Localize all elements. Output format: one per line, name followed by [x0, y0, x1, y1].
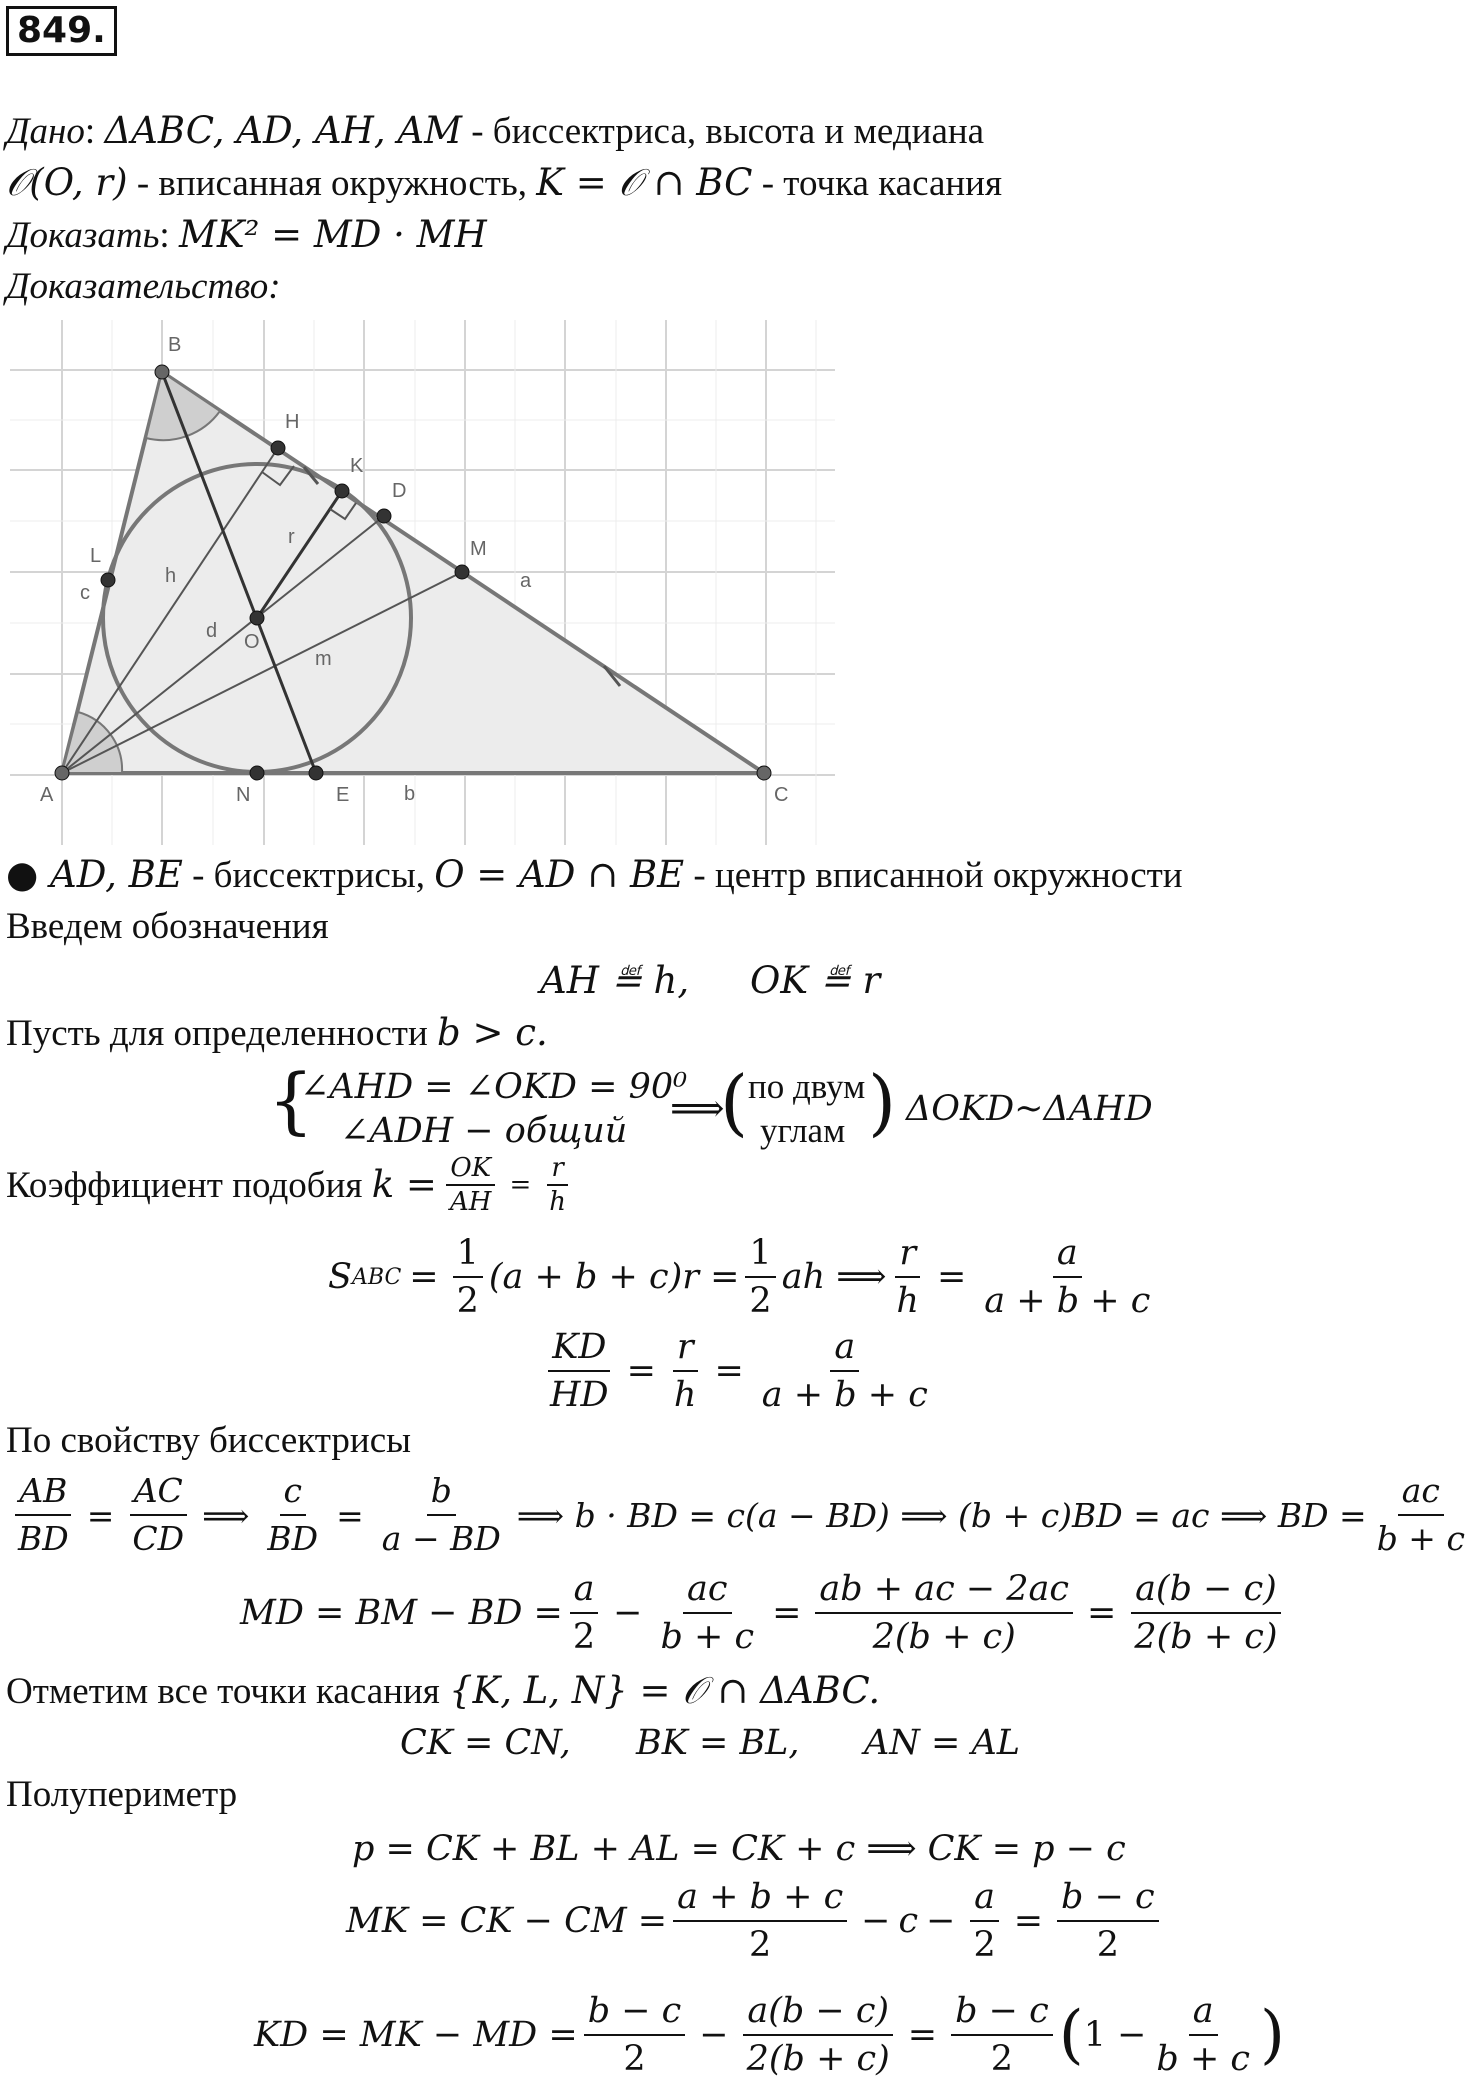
notation-line: Введем обозначения [6, 906, 329, 947]
point-e [309, 766, 323, 780]
coef-text: Коэффициент подобия [6, 1165, 372, 1206]
tangent-eq-2: BK = BL, [636, 1723, 800, 1763]
kd2-frac-1 [584, 1990, 686, 2080]
bp-frac-5-num: ac [1398, 1470, 1444, 1516]
coef-frac-2 [545, 1154, 570, 1216]
area-frac-r [892, 1232, 923, 1322]
system-reason-1: по двум [748, 1067, 866, 1106]
bisectors-line [6, 852, 1183, 899]
area-half-2 [745, 1232, 775, 1322]
p-equation: p = CK + BL + AL = CK + c ⟹ CK = p − c [352, 1829, 1126, 1869]
label-l: L [90, 545, 102, 567]
coef-frac-1 [446, 1154, 495, 1216]
system-line-2: ∠ADH − общий [340, 1111, 628, 1151]
point-o [250, 611, 264, 625]
kd2-lhs: KD = MK − MD = [254, 2015, 578, 2055]
bisector-property-line: По свойству биссектрисы [6, 1420, 411, 1461]
mk-frac-1 [673, 1876, 847, 1966]
bp-frac-1-den: BD [18, 1519, 69, 1558]
bp-frac-5-den: b + c [1376, 1519, 1465, 1558]
label-a: A [40, 784, 54, 806]
label-seg-a: a [520, 570, 532, 592]
label-seg-c: c [80, 582, 90, 604]
system-line-1: ∠AHD = ∠OKD = 90⁰ [300, 1067, 688, 1107]
md-frac-4 [1130, 1568, 1281, 1658]
bp-frac-1 [14, 1470, 73, 1560]
prove-math: MK² = MD · MH [178, 213, 487, 256]
label-h: H [285, 411, 300, 433]
point-m [455, 565, 469, 579]
mk-frac-1-num: a + b + c [673, 1876, 847, 1922]
mk-frac-2-num: a [970, 1876, 999, 1922]
coef-fractions: $\frac{OK}{AH}$ = $\frac{r}{h}$ [440, 1154, 576, 1216]
mk-frac-3 [1057, 1876, 1159, 1966]
kd2-frac-3 [951, 1990, 1053, 2080]
area-half-2-num: 1 [745, 1232, 775, 1278]
bisectors-math-2: O = AD ∩ BE [434, 853, 685, 896]
area-mid-2: ah ⟹ [781, 1257, 887, 1297]
area-frac-a [980, 1232, 1154, 1322]
kd-final-equation: KD = MK − MD = $\frac{b - c}{2}$ − $\frac{a(b - c)}{2(b + c)}$ = $\frac{b - c}{2}$ ( 1 − $\frac{a}{b + c}$ ) [254, 1991, 1285, 2079]
area-mid-1: (a + b + c)r = [488, 1257, 740, 1297]
implies-arrow: ⟹ [670, 1088, 725, 1130]
area-half-1 [453, 1232, 483, 1322]
bp-frac-4-den: a − BD [381, 1519, 501, 1558]
mk-lhs: MK = CK − CM = [346, 1901, 668, 1941]
given-line-2 [6, 160, 1002, 207]
kd2-frac-1-den: 2 [623, 2039, 646, 2079]
kd-a-num: a [830, 1326, 859, 1372]
assume-math: b > c. [437, 1011, 548, 1054]
given-line-1: Дано: ΔABC, AD, AH, AM - биссектриса, высота и медиана [6, 109, 985, 152]
bp-frac-4-num: b [427, 1470, 456, 1516]
md-frac-1-den: 2 [572, 1617, 596, 1657]
md-frac-1 [569, 1568, 599, 1658]
kd-r-frac [670, 1326, 701, 1416]
label-b: B [168, 334, 182, 356]
coef-frac-2-den: h [549, 1187, 566, 1217]
bp-middle: ⟹ b · BD = c(a − BD) ⟹ (b + c)BD = ac ⟹ BD = [516, 1495, 1367, 1535]
point-b [155, 365, 169, 379]
kd-r-den: h [673, 1375, 697, 1415]
kd-hd-den: HD [550, 1375, 609, 1415]
mk-frac-2 [969, 1876, 999, 1966]
mk-frac-1-den: 2 [749, 1925, 772, 1965]
kd-r-num: r [673, 1326, 698, 1372]
bp-frac-3 [263, 1470, 322, 1560]
coef-frac-1-num: OK [446, 1154, 495, 1186]
md-frac-3-den: 2(b + c) [872, 1617, 1016, 1657]
assume-text: Пусть для определенности [6, 1013, 438, 1054]
bp-frac-1-num: AB [15, 1470, 71, 1516]
point-l [101, 573, 115, 587]
label-seg-r: r [288, 526, 295, 548]
given-label: Дано [6, 111, 85, 152]
md-lhs: MD = BM − BD = [240, 1593, 563, 1633]
proof-label-text: Доказательство [6, 266, 269, 307]
md-equation: MD = BM − BD = $\frac{a}{2}$ − $\frac{ac}{b + c}$ = $\frac{ab + ac - 2ac}{2(b + c)}$ = $\frac{a(b - c)}{2(b + c)}$ [240, 1568, 1288, 1658]
kd2-frac-1-num: b − c [584, 1990, 686, 2036]
kd2-frac-2-den: 2(b + c) [746, 2039, 890, 2079]
point-n [250, 766, 264, 780]
label-seg-h: h [165, 565, 177, 587]
bp-frac-4 [378, 1470, 505, 1560]
given-text-2a: - вписанная окружность, [127, 163, 537, 204]
area-frac-a-den: a + b + c [984, 1281, 1151, 1321]
tangent-text: Отметим все точки касания [6, 1671, 450, 1712]
point-c [757, 766, 771, 780]
label-c: C [774, 784, 789, 806]
area-half-1-num: 1 [453, 1232, 483, 1278]
md-frac-4-num: a(b − c) [1131, 1568, 1281, 1614]
label-k: K [350, 455, 364, 477]
mk-equation: MK = CK − CM = $\frac{a + b + c}{2}$ − c − $\frac{a}{2}$ = $\frac{b - c}{2}$ [346, 1876, 1165, 1966]
point-k [335, 484, 349, 498]
problem-number: 849. [6, 6, 117, 56]
bp-frac-2-num: AC [130, 1470, 187, 1516]
bp-frac-3-num: c [280, 1470, 306, 1516]
given-math-2a: 𝒪(O, r) [6, 161, 128, 204]
label-o: O [244, 631, 260, 653]
prove-line: Доказать: MK² = MD · MH [6, 213, 487, 256]
tangent-eq-3: AN = AL [864, 1723, 1020, 1763]
kd2-frac-2-num: a(b − c) [743, 1990, 893, 2036]
coef-frac-2-num: r [547, 1154, 567, 1186]
kd2-frac-3-num: b − c [951, 1990, 1053, 2036]
kd2-frac-4-num: a [1189, 1990, 1218, 2036]
geometry-figure [0, 310, 850, 850]
kd2-one: 1 − [1083, 2015, 1147, 2055]
mk-frac-2-den: 2 [973, 1925, 996, 1965]
md-frac-3-num: ab + ac − 2ac [815, 1568, 1073, 1614]
kd-hd-frac [546, 1326, 613, 1416]
kd-hd-num: KD [548, 1326, 610, 1372]
proof-label: Доказательство: [6, 266, 281, 307]
area-sub: ABC [351, 1264, 402, 1290]
semiperimeter-line: Полупериметр [6, 1774, 238, 1815]
md-frac-3 [815, 1568, 1073, 1658]
coef-line [6, 1162, 437, 1209]
given-text-2b: - точка касания [752, 163, 1002, 204]
bisectors-text-2: - центр вписанной окружности [684, 855, 1183, 896]
area-s: S [328, 1257, 352, 1297]
label-seg-d: d [206, 620, 218, 642]
kd2-frac-4 [1152, 1990, 1254, 2080]
area-half-1-den: 2 [456, 1281, 479, 1321]
assume-line [6, 1010, 548, 1057]
label-seg-b: b [404, 783, 416, 805]
notation-eq-1: AH ≝ h, [540, 959, 690, 1002]
system-reason-2: углам [760, 1111, 846, 1150]
bisector-property-equation: $\frac{AB}{BD}$ = $\frac{AC}{CD}$ ⟹ $\frac{c}{BD}$ = $\frac{b}{a - BD}$ ⟹ b · BD = c(a − BD) ⟹ (b + c)BD = ac ⟹ BD = $\frac{ac}{b + c}$ [8, 1470, 1475, 1560]
kd-a-frac [758, 1326, 932, 1416]
label-m: M [470, 538, 487, 560]
given-text-1: - биссектриса, высота и медиана [461, 111, 985, 152]
mk-c: c [898, 1901, 919, 1941]
kd2-frac-3-den: 2 [990, 2039, 1014, 2079]
bisectors-math: ● AD, BE [6, 853, 183, 896]
area-equation: S ABC = $\frac{1}{2}$ (a + b + c)r = $\frac{1}{2}$ ah ⟹ $\frac{r}{h}$ = $\frac{a}{a + b + c}$ [328, 1232, 1160, 1322]
system-result: ΔOKD~ΔAHD [906, 1089, 1153, 1129]
area-half-2-den: 2 [749, 1281, 772, 1321]
given-math-1: ΔABC, AD, AH, AM [104, 109, 462, 152]
kd-hd-equation: $\frac{KD}{HD}$ = $\frac{r}{h}$ = $\frac{a}{a + b + c}$ [540, 1326, 938, 1416]
point-d [377, 509, 391, 523]
bisectors-text: - биссектрисы, [182, 855, 435, 896]
kd2-frac-4-den: b + c [1156, 2039, 1251, 2079]
point-h [271, 441, 285, 455]
bp-frac-2 [128, 1470, 188, 1560]
area-frac-r-den: h [896, 1281, 919, 1321]
bp-frac-5 [1373, 1470, 1469, 1560]
kd-a-den: a + b + c [761, 1375, 928, 1415]
label-seg-m: m [315, 648, 332, 670]
md-frac-1-num: a [570, 1568, 599, 1614]
md-frac-2 [656, 1568, 758, 1658]
mk-frac-3-den: 2 [1096, 1925, 1119, 1965]
given-math-2b: K = 𝒪 ∩ BC [536, 161, 753, 204]
prove-label: Доказать [6, 215, 160, 256]
paren-right: ) [868, 1060, 897, 1144]
coef-frac-1-den: AH [450, 1187, 492, 1217]
notation-eq-2: OK ≝ r [750, 959, 881, 1002]
coef-k: k = [371, 1163, 437, 1206]
bp-frac-2-den: CD [132, 1519, 185, 1558]
label-n: N [236, 784, 251, 806]
kd2-frac-2 [743, 1990, 894, 2080]
tangent-line [6, 1668, 880, 1715]
point-a [55, 766, 69, 780]
label-e: E [336, 784, 350, 806]
area-frac-r-num: r [895, 1232, 920, 1278]
paren-left: ( [720, 1060, 749, 1144]
md-frac-2-num: ac [683, 1568, 731, 1614]
bp-frac-3-den: BD [267, 1519, 319, 1558]
kd2-paren-left: ( [1058, 1998, 1084, 2072]
tangent-eq-1: CK = CN, [400, 1723, 571, 1763]
tangent-math: {K, L, N} = 𝒪 ∩ ΔABC. [449, 1669, 881, 1712]
kd2-paren-right: ) [1260, 1998, 1285, 2072]
system-brace: { [268, 1058, 314, 1142]
area-frac-a-num: a [1053, 1232, 1082, 1278]
mk-frac-3-num: b − c [1057, 1876, 1159, 1922]
md-frac-4-den: 2(b + c) [1134, 1617, 1278, 1657]
label-d: D [392, 480, 407, 502]
md-frac-2-den: b + c [660, 1617, 755, 1657]
